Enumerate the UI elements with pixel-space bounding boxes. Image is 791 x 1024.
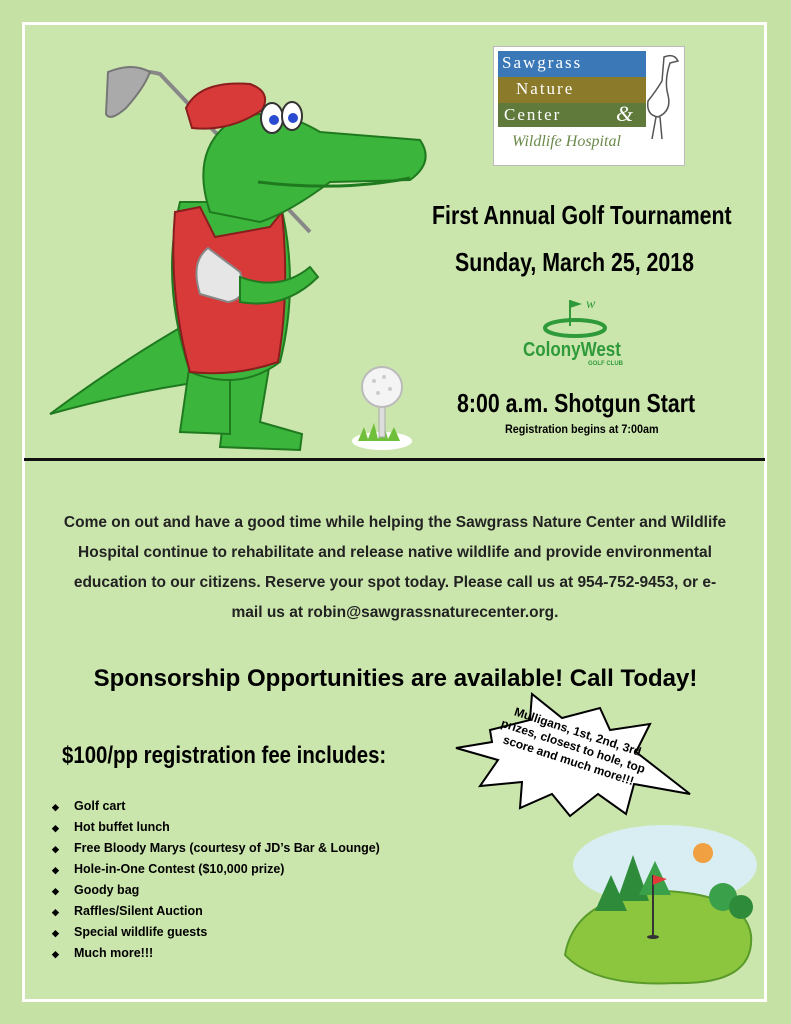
diamond-bullet-icon: ◆ (52, 823, 59, 833)
logo-amp: & (616, 101, 634, 126)
diamond-bullet-icon: ◆ (52, 907, 59, 917)
diamond-bullet-icon: ◆ (52, 802, 59, 812)
list-item: ◆ Hole-in-One Contest ($10,000 prize) (52, 859, 380, 880)
diamond-bullet-icon: ◆ (52, 844, 59, 854)
shotgun-start: 8:00 a.m. Shotgun Start (457, 388, 696, 418)
event-date: Sunday, March 25, 2018 (455, 247, 694, 277)
diamond-bullet-icon: ◆ (52, 928, 59, 938)
list-item: ◆ Free Bloody Marys (courtesy of JD’s Bar & Lounge) (52, 838, 380, 859)
svg-text:w: w (586, 297, 596, 312)
colonywest-flag-icon (540, 292, 610, 338)
intro-paragraph: Come on out and have a good time while helping the Sawgrass Nature Center and Wildlife Hospital continue to rehabilitate and release native wildlife and provide environmental education to our citizens. Reserve your spot today. Please call us at 954-752-9453, or e-mail us at robin@sawgrassnaturecenter.org. (63, 514, 727, 621)
venue-sub: GOLF CLUB (588, 361, 623, 367)
golf-course-illustration (555, 815, 760, 990)
list-item: ◆ Hot buffet lunch (52, 817, 380, 838)
burst-text: Mulligans, 1st, 2nd, 3rd prizes, closest to hole, top score and much more!!! (499, 704, 647, 789)
list-item: ◆ Golf cart (52, 796, 380, 817)
list-item: ◆ Special wildlife guests (52, 922, 380, 943)
sawgrass-logo (493, 46, 685, 166)
section-divider (24, 458, 765, 461)
list-item: ◆ Much more!!! (52, 943, 380, 964)
list-item: ◆ Goody bag (52, 880, 380, 901)
registration-time: Registration begins at 7:00am (505, 422, 659, 436)
golf-ball-icon (348, 365, 416, 453)
logo-line-3: Center (504, 105, 562, 124)
diamond-bullet-icon: ◆ (52, 886, 59, 896)
list-item: ◆ Raffles/Silent Auction (52, 901, 380, 922)
logo-line-1: Sawgrass (502, 53, 583, 72)
logo-line-4: Wildlife Hospital (512, 133, 621, 150)
logo-line-2: Nature (516, 79, 575, 98)
diamond-bullet-icon: ◆ (52, 949, 59, 959)
sponsorship-headline: Sponsorship Opportunities are available! Call Today! (93, 665, 698, 692)
diamond-bullet-icon: ◆ (52, 865, 59, 875)
heron-icon (634, 51, 682, 141)
venue-name: ColonyWest (523, 339, 621, 361)
includes-list (52, 796, 380, 964)
event-title: First Annual Golf Tournament (432, 200, 732, 230)
fee-heading: $100/pp registration fee includes: (62, 742, 387, 769)
